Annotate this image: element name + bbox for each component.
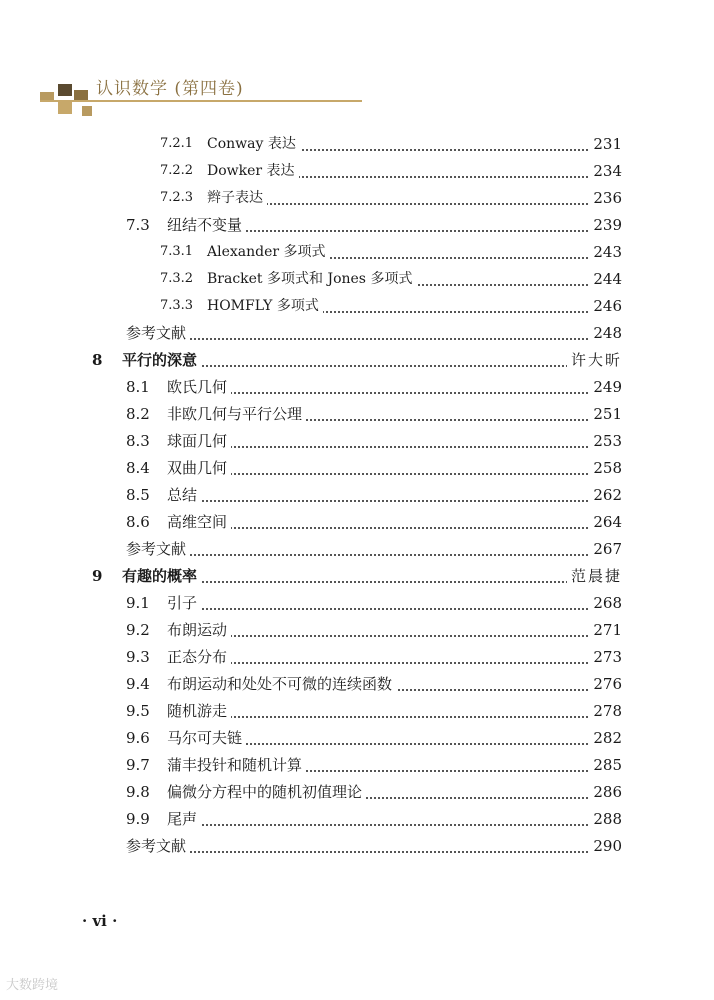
toc-entry-title: 偏微分方程中的随机初值理论 (167, 782, 366, 802)
toc-page-number: 273 (589, 647, 622, 667)
toc-entry-row[interactable] (0, 186, 714, 210)
toc-leader-dots (187, 527, 620, 529)
toc-entry-number: 8.6 (126, 513, 150, 531)
toc-chapter-author: 许大昕 (567, 350, 622, 370)
toc-leader-dots (187, 662, 620, 664)
toc-chapter-author: 范晨捷 (567, 566, 622, 586)
toc-entry-title: 布朗运动和处处不可微的连续函数 (167, 674, 396, 694)
toc-entry-title: Conway 表达 (207, 134, 300, 154)
toc-entry-row[interactable] (0, 483, 714, 507)
toc-entry-number: 8.5 (126, 486, 150, 504)
header-rule (40, 100, 362, 102)
toc-entry-number: 8.4 (126, 459, 150, 477)
toc-entry-row[interactable] (0, 618, 714, 642)
toc-leader-dots (187, 473, 620, 475)
toc-page-number: 264 (589, 512, 622, 532)
toc-page-number: 253 (589, 431, 622, 451)
toc-entry-title: 欧氏几何 (167, 377, 231, 397)
toc-entry-row[interactable] (0, 645, 714, 669)
toc-entry-title: 参考文献 (126, 323, 190, 343)
toc-entry-title: 纽结不变量 (167, 215, 246, 235)
toc-page-number: 268 (589, 593, 622, 613)
toc-entry-title: 尾声 (167, 809, 201, 829)
toc-entry-number: 9.9 (126, 810, 150, 828)
toc-entry-title: Alexander 多项式 (207, 242, 330, 262)
toc-entry-number: 9.2 (126, 621, 150, 639)
toc-leader-dots (187, 230, 620, 232)
toc-leader-dots (187, 392, 620, 394)
toc-entry-row[interactable] (0, 780, 714, 804)
toc-page-number: 262 (589, 485, 622, 505)
toc-chapter-row[interactable] (0, 564, 714, 588)
header-ornament-icon (40, 84, 100, 124)
toc-entry-row[interactable] (0, 132, 714, 156)
toc-entry-title: 马尔可夫链 (167, 728, 246, 748)
toc-entry-row[interactable] (0, 375, 714, 399)
toc-entry-title: 高维空间 (167, 512, 231, 532)
toc-entry-title: 参考文献 (126, 539, 190, 559)
toc-entry-number: 8.3 (126, 432, 150, 450)
toc-leader-dots (187, 635, 620, 637)
toc-entry-title: 正态分布 (167, 647, 231, 667)
toc-entry-number: 7.3.3 (160, 298, 194, 313)
toc-entry-title: 非欧几何与平行公理 (167, 404, 306, 424)
toc-entry-row[interactable] (0, 321, 714, 345)
toc-entry-title: 引子 (167, 593, 201, 613)
toc-page-number: 271 (589, 620, 622, 640)
toc-leader-dots (187, 608, 620, 610)
toc-entry-row[interactable] (0, 537, 714, 561)
toc-leader-dots (227, 203, 620, 205)
toc-entry-number: 7.3.1 (160, 244, 194, 259)
toc-entry-number: 7.3 (126, 216, 150, 234)
toc-entry-number: 7.2.2 (160, 163, 194, 178)
toc-entry-row[interactable] (0, 429, 714, 453)
toc-chapter-row[interactable] (0, 348, 714, 372)
toc-entry-title: 总结 (167, 485, 201, 505)
toc-entry-title: 辫子表达 (207, 188, 267, 208)
toc-entry-row[interactable] (0, 402, 714, 426)
toc-entry-number: 9.7 (126, 756, 150, 774)
toc-page-number: 244 (589, 269, 622, 289)
toc-leader-dots (146, 554, 620, 556)
toc-page-number: 288 (589, 809, 622, 829)
running-header-title: 认识数学 (第四卷) (96, 79, 244, 99)
toc-leader-dots (187, 743, 620, 745)
toc-entry-row[interactable] (0, 159, 714, 183)
toc-entry-number: 9.8 (126, 783, 150, 801)
toc-entry-row[interactable] (0, 267, 714, 291)
toc-entry-row[interactable] (0, 456, 714, 480)
toc-entry-title: Dowker 表达 (207, 161, 299, 181)
toc-leader-dots (142, 581, 620, 583)
toc-leader-dots (146, 851, 620, 853)
toc-page-number: 243 (589, 242, 622, 262)
toc-entry-number: 9.5 (126, 702, 150, 720)
toc-page-number: 248 (589, 323, 622, 343)
toc-page-number: 234 (589, 161, 622, 181)
toc-page-number: 282 (589, 728, 622, 748)
toc-entry-title: 布朗运动 (167, 620, 231, 640)
toc-page-number: 267 (589, 539, 622, 559)
toc-entry-number: 9.3 (126, 648, 150, 666)
toc-entry-number: 7.2.1 (160, 136, 194, 151)
toc-page-number: 258 (589, 458, 622, 478)
toc-entry-number: 8.2 (126, 405, 150, 423)
toc-entry-title: 参考文献 (126, 836, 190, 856)
toc-entry-row[interactable] (0, 753, 714, 777)
toc-entry-title: 球面几何 (167, 431, 231, 451)
toc-entry-row[interactable] (0, 672, 714, 696)
toc-entry-title: 有趣的概率 (122, 566, 201, 586)
toc-entry-row[interactable] (0, 240, 714, 264)
toc-entry-title: 双曲几何 (167, 458, 231, 478)
toc-entry-row[interactable] (0, 807, 714, 831)
toc-entry-title: 随机游走 (167, 701, 231, 721)
toc-entry-row[interactable] (0, 510, 714, 534)
toc-page-number: 251 (589, 404, 622, 424)
toc-page-number: 246 (589, 296, 622, 316)
page-number: · vi · (82, 912, 118, 930)
toc-entry-title: HOMFLY 多项式 (207, 296, 323, 316)
toc-entry-number: 9.1 (126, 594, 150, 612)
toc-entry-row[interactable] (0, 591, 714, 615)
toc-page-number: 249 (589, 377, 622, 397)
toc-entry-number: 7.3.2 (160, 271, 194, 286)
toc-entry-title: 平行的深意 (122, 350, 201, 370)
toc-entry-number: 8.1 (126, 378, 150, 396)
toc-leader-dots (187, 500, 620, 502)
toc-leader-dots (146, 338, 620, 340)
toc-entry-number: 9.4 (126, 675, 150, 693)
toc-leader-dots (187, 716, 620, 718)
toc-entry-row[interactable] (0, 726, 714, 750)
toc-page-number: 285 (589, 755, 622, 775)
page-header (0, 0, 714, 130)
toc-entry-number: 9.6 (126, 729, 150, 747)
toc-page-number: 286 (589, 782, 622, 802)
toc-page-number: 290 (589, 836, 622, 856)
toc-page-number: 276 (589, 674, 622, 694)
toc-entry-number: 8 (92, 351, 103, 369)
toc-entry-row[interactable] (0, 213, 714, 237)
toc-entry-row[interactable] (0, 294, 714, 318)
toc-entry-number: 7.2.3 (160, 190, 194, 205)
toc-leader-dots (187, 824, 620, 826)
toc-page-number: 231 (589, 134, 622, 154)
watermark: 大数跨境 (6, 978, 59, 993)
toc-entry-title: 蒲丰投针和随机计算 (167, 755, 306, 775)
toc-leader-dots (142, 365, 620, 367)
toc-entry-number: 9 (92, 567, 103, 585)
toc-leader-dots (187, 446, 620, 448)
toc-entry-title: Bracket 多项式和 Jones 多项式 (207, 269, 416, 289)
toc-entry-row[interactable] (0, 699, 714, 723)
toc-page-number: 278 (589, 701, 622, 721)
toc-entry-row[interactable] (0, 834, 714, 858)
toc-page-number: 236 (589, 188, 622, 208)
toc-page-number: 239 (589, 215, 622, 235)
